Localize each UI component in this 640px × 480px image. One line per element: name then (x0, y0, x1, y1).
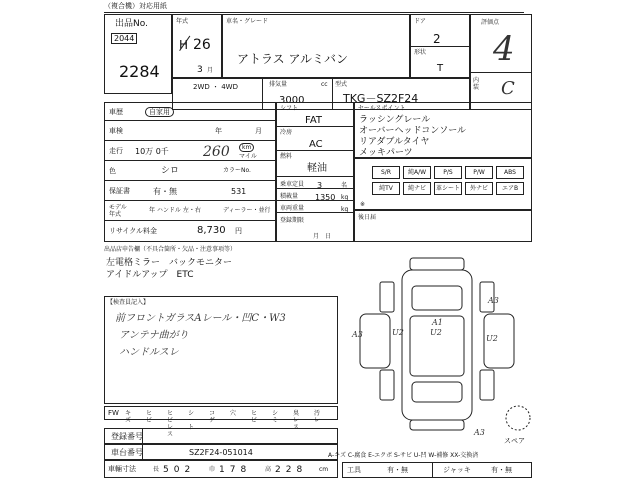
handle-label: 年 ハンドル 左・右 (149, 207, 201, 214)
load-unit: kg (341, 194, 349, 201)
interior-label: 内装 (473, 77, 480, 91)
equipment-item: 革シート (434, 182, 462, 195)
equipment-note: ※ (360, 201, 366, 208)
sales-label: セールスポイント (358, 105, 406, 112)
height-value: 228 (275, 465, 308, 475)
length-value: 502 (163, 465, 196, 475)
warranty-value: 有・無 (153, 187, 177, 196)
damage-mark: U2 (392, 328, 404, 337)
dealer-label: ディーラー・並行 (223, 207, 271, 214)
history-value: 自家用 (145, 107, 174, 117)
condition-item: コゲ (209, 410, 216, 424)
color-label: 色 (109, 167, 116, 175)
era: H (179, 38, 189, 52)
reg-label: 登録番号 (111, 432, 143, 441)
load-value: 1350 (315, 193, 336, 202)
reg-row (104, 428, 338, 444)
model-label: 型式 (335, 81, 348, 88)
history-label: 車歴 (109, 108, 123, 116)
tools-label: 工具 (347, 466, 361, 474)
equipment-item: P/S (434, 166, 462, 179)
width-value: 178 (219, 465, 252, 475)
equipment-item: P/W (465, 166, 493, 179)
condition-item: シミ (272, 410, 279, 424)
damage-mark: U2 (430, 328, 442, 337)
score-box (470, 14, 532, 110)
cm-unit: cm (319, 466, 329, 473)
vehicle-name: アトラス アルミバン (237, 52, 348, 66)
mileage-units: 10万 0千 (135, 147, 169, 156)
tools-value: 有・無 (387, 466, 408, 474)
model-value: TKG－SZ2F24 (343, 92, 419, 105)
capacity-label: 乗車定員 (280, 181, 305, 188)
chassis-value: SZ2F24-051014 (189, 448, 253, 457)
name-box (222, 14, 410, 78)
color-value: シロ (161, 166, 180, 176)
notice-label: 出品店申告欄（不具合箇所・欠品・注意事項等） (104, 246, 237, 253)
reg-limit-unit: 月 日 (313, 233, 332, 240)
fuel-value: 軽油 (307, 163, 327, 174)
load-label: 積載量 (280, 193, 299, 200)
equipment-item: 純TV (372, 182, 400, 195)
sales-point: オーバーヘッドコンソール (359, 126, 467, 136)
score-label: 評価点 (481, 19, 500, 26)
insp-year-unit: 年 (215, 127, 222, 135)
tools-row (342, 462, 532, 478)
aircon-value: AC (309, 139, 323, 150)
recycle-label: リサイクル料金 (109, 227, 158, 235)
chassis-row (104, 444, 338, 460)
drive: 2WD ・ 4WD (193, 83, 238, 91)
chassis-label: 車台番号 (111, 448, 143, 457)
warranty-number: 531 (231, 187, 247, 196)
damage-mark: U2 (486, 334, 498, 343)
header-note: （複合機）対応用紙 (104, 2, 167, 10)
size-label: 車輛寸法 (108, 465, 136, 473)
equipment-item: 純ナビ (403, 182, 431, 195)
sales-box (354, 102, 532, 158)
mile-label: マイル (239, 153, 257, 160)
sales-point: メッキパーツ (359, 148, 413, 158)
equipment-item: エアB (496, 182, 524, 195)
condition-item: ヒビ (146, 410, 153, 424)
cc-unit: cc (321, 81, 328, 88)
sales-point: ラッシングレール (359, 115, 431, 125)
door-count: 2 (433, 32, 441, 46)
condition-item: 汚レ (314, 410, 321, 424)
recycle-unit: 円 (235, 227, 242, 235)
cc-value: 3000 (279, 95, 305, 106)
lot-small-number: 2044 (111, 33, 137, 44)
capacity-unit: 名 (341, 182, 348, 189)
spare-label: スペア (504, 437, 525, 445)
lot-box (104, 14, 172, 94)
damage-mark: A1 (432, 318, 443, 327)
condition-item: ヒビレス (167, 410, 174, 438)
reg-limit-label: 登録期限 (280, 217, 305, 224)
month-unit: 月 (207, 67, 214, 74)
height-label: 高 (265, 466, 272, 473)
notice-line: 左電格ミラー バックモニター (106, 258, 233, 268)
mileage-value: 260 (203, 144, 230, 160)
width-label: 巾 (209, 466, 216, 473)
km-label: km (239, 143, 254, 152)
equipment-item: ABS (496, 166, 524, 179)
aircon-label: 冷房 (280, 129, 293, 136)
car-diagram (340, 250, 532, 440)
shift-label: シフト (280, 105, 299, 112)
inspector-label: 【検査員記入】 (107, 299, 150, 306)
warranty-label: 保証書 (109, 187, 130, 195)
year-box (172, 14, 222, 78)
year-value: 26 (193, 37, 211, 53)
score-value: 4 (493, 29, 515, 69)
lot-label: 出品No. (115, 19, 148, 29)
sales-point: リアダブルタイヤ (359, 137, 430, 147)
inspector-note: 前フロントガラスAレール・凹C・W3 (115, 313, 286, 324)
condition-item: 穴 (230, 410, 237, 417)
gross-label: 車両重量 (280, 205, 305, 212)
extra-box (354, 210, 532, 242)
interior-value: C (501, 78, 515, 99)
damage-mark: A3 (352, 330, 363, 339)
shape-value: T (437, 63, 444, 74)
colorno-label: カラーNo. (223, 167, 251, 174)
damage-mark: A3 (474, 428, 485, 437)
recycle-value: 8,730 (197, 225, 226, 236)
condition-item: 臭レス (293, 410, 300, 431)
size-row (104, 460, 338, 478)
condition-item: キズ (125, 410, 132, 424)
inspector-box (104, 296, 338, 404)
capacity-value: 3 (317, 181, 323, 190)
lot-number: 2284 (119, 62, 160, 81)
shift-box (276, 102, 354, 242)
door-label: ドア (414, 18, 426, 25)
condition-item: ヒビ (251, 410, 258, 424)
name-label: 車名・グレード (226, 18, 269, 25)
cc-label: 排気量 (269, 81, 288, 88)
model-year-label: モデル年式 (109, 204, 127, 218)
condition-item: シート (188, 410, 195, 431)
damage-mark: A3 (488, 296, 499, 305)
inspector-note: アンテナ曲がり (119, 330, 189, 341)
gross-unit: kg (341, 206, 349, 213)
condition-label: FW (108, 409, 119, 417)
jack-label: ジャッキ (443, 466, 471, 474)
fuel-label: 燃料 (280, 153, 293, 160)
notice-line: アイドルアップ ETC (106, 270, 194, 280)
year-label: 年式 (176, 18, 189, 25)
mileage-label: 走行 (109, 147, 123, 155)
inspector-note: ハンドルスレ (119, 347, 179, 358)
jack-value: 有・無 (491, 466, 512, 474)
legend-text: A-キズ C-腐食 E-エクボ S-サビ U-凹 W-補修 XX-交換済 (328, 452, 479, 459)
insp-month-unit: 月 (255, 127, 262, 135)
length-label: 長 (153, 466, 160, 473)
history-box (104, 102, 276, 242)
inspection-label: 車検 (109, 127, 123, 135)
equipment-item: S/R (372, 166, 400, 179)
shape-label: 形状 (414, 49, 427, 56)
shift-value: FAT (305, 115, 323, 126)
month-value: 3 (197, 65, 203, 75)
equipment-item: 純A/W (403, 166, 431, 179)
equipment-item: 外ナビ (465, 182, 493, 195)
extra-label: 後日届 (358, 214, 377, 221)
